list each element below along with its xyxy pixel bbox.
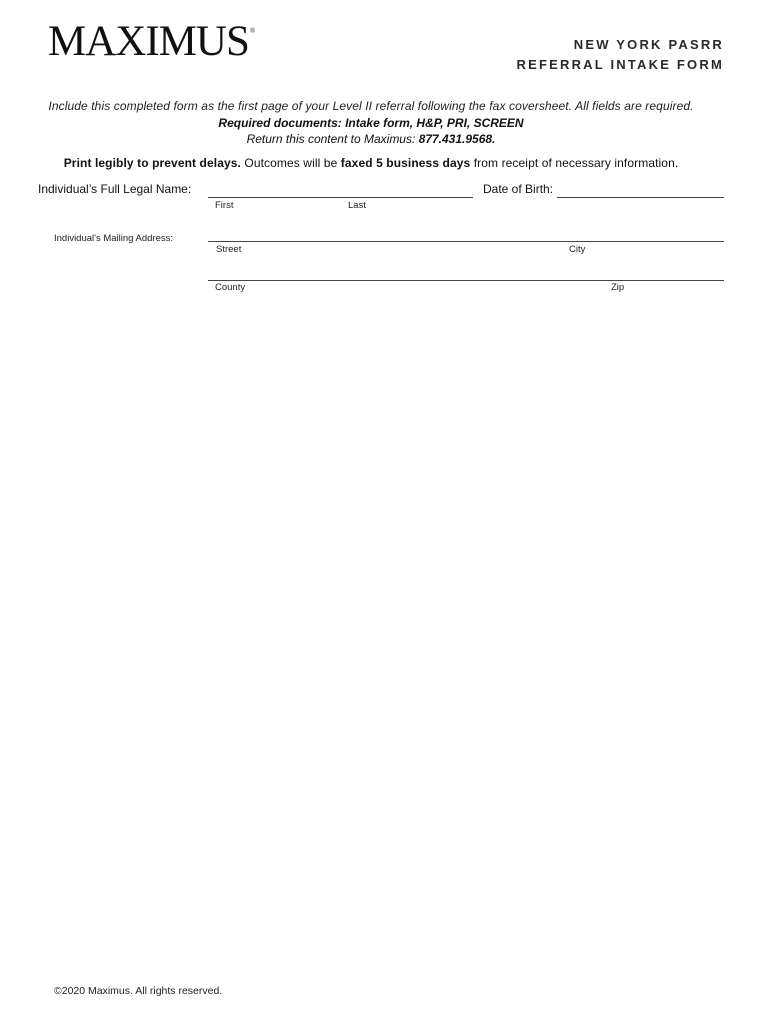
faxed-days: faxed 5 business days xyxy=(340,156,471,170)
full-legal-name-field[interactable] xyxy=(208,197,473,198)
registered-mark: ® xyxy=(249,27,255,35)
return-phone: 877.431.9568. xyxy=(418,132,496,146)
city-label: City xyxy=(569,244,586,255)
county-zip-field[interactable] xyxy=(208,280,724,281)
maximus-logo xyxy=(48,20,254,63)
return-prefix: Return this content to Maximus: xyxy=(246,132,419,146)
print-instructions xyxy=(0,156,742,170)
logo-text: MAXIMUS xyxy=(48,18,249,65)
date-of-birth-label: Date of Birth: xyxy=(483,182,554,196)
form-title-line2: REFERRAL INTAKE FORM xyxy=(516,57,724,72)
print-legibly: Print legibly to prevent delays. xyxy=(63,156,241,170)
return-instructions xyxy=(0,132,742,146)
copyright-footer: ©2020 Maximus. All rights reserved. xyxy=(54,985,223,997)
full-legal-name-label: Individual’s Full Legal Name: xyxy=(38,182,192,196)
mailing-address-label: Individual's Mailing Address: xyxy=(54,233,174,244)
street-city-field[interactable] xyxy=(208,241,724,242)
county-label: County xyxy=(215,282,246,293)
last-name-label: Last xyxy=(348,200,366,211)
first-name-label: First xyxy=(215,200,234,211)
street-label: Street xyxy=(216,244,242,255)
print-mid: Outcomes will be xyxy=(240,156,341,170)
intro-instructions: Include this completed form as the first page of your Level II referral following the fax coversheet. All fields are required. xyxy=(48,99,694,113)
required-documents: Required documents: Intake form, H&P, PRI, SCREEN xyxy=(218,116,524,130)
date-of-birth-field[interactable] xyxy=(557,197,724,198)
zip-label: Zip xyxy=(611,282,625,293)
form-title-line1: NEW YORK PASRR xyxy=(573,37,724,52)
print-end: from receipt of necessary information. xyxy=(470,156,679,170)
